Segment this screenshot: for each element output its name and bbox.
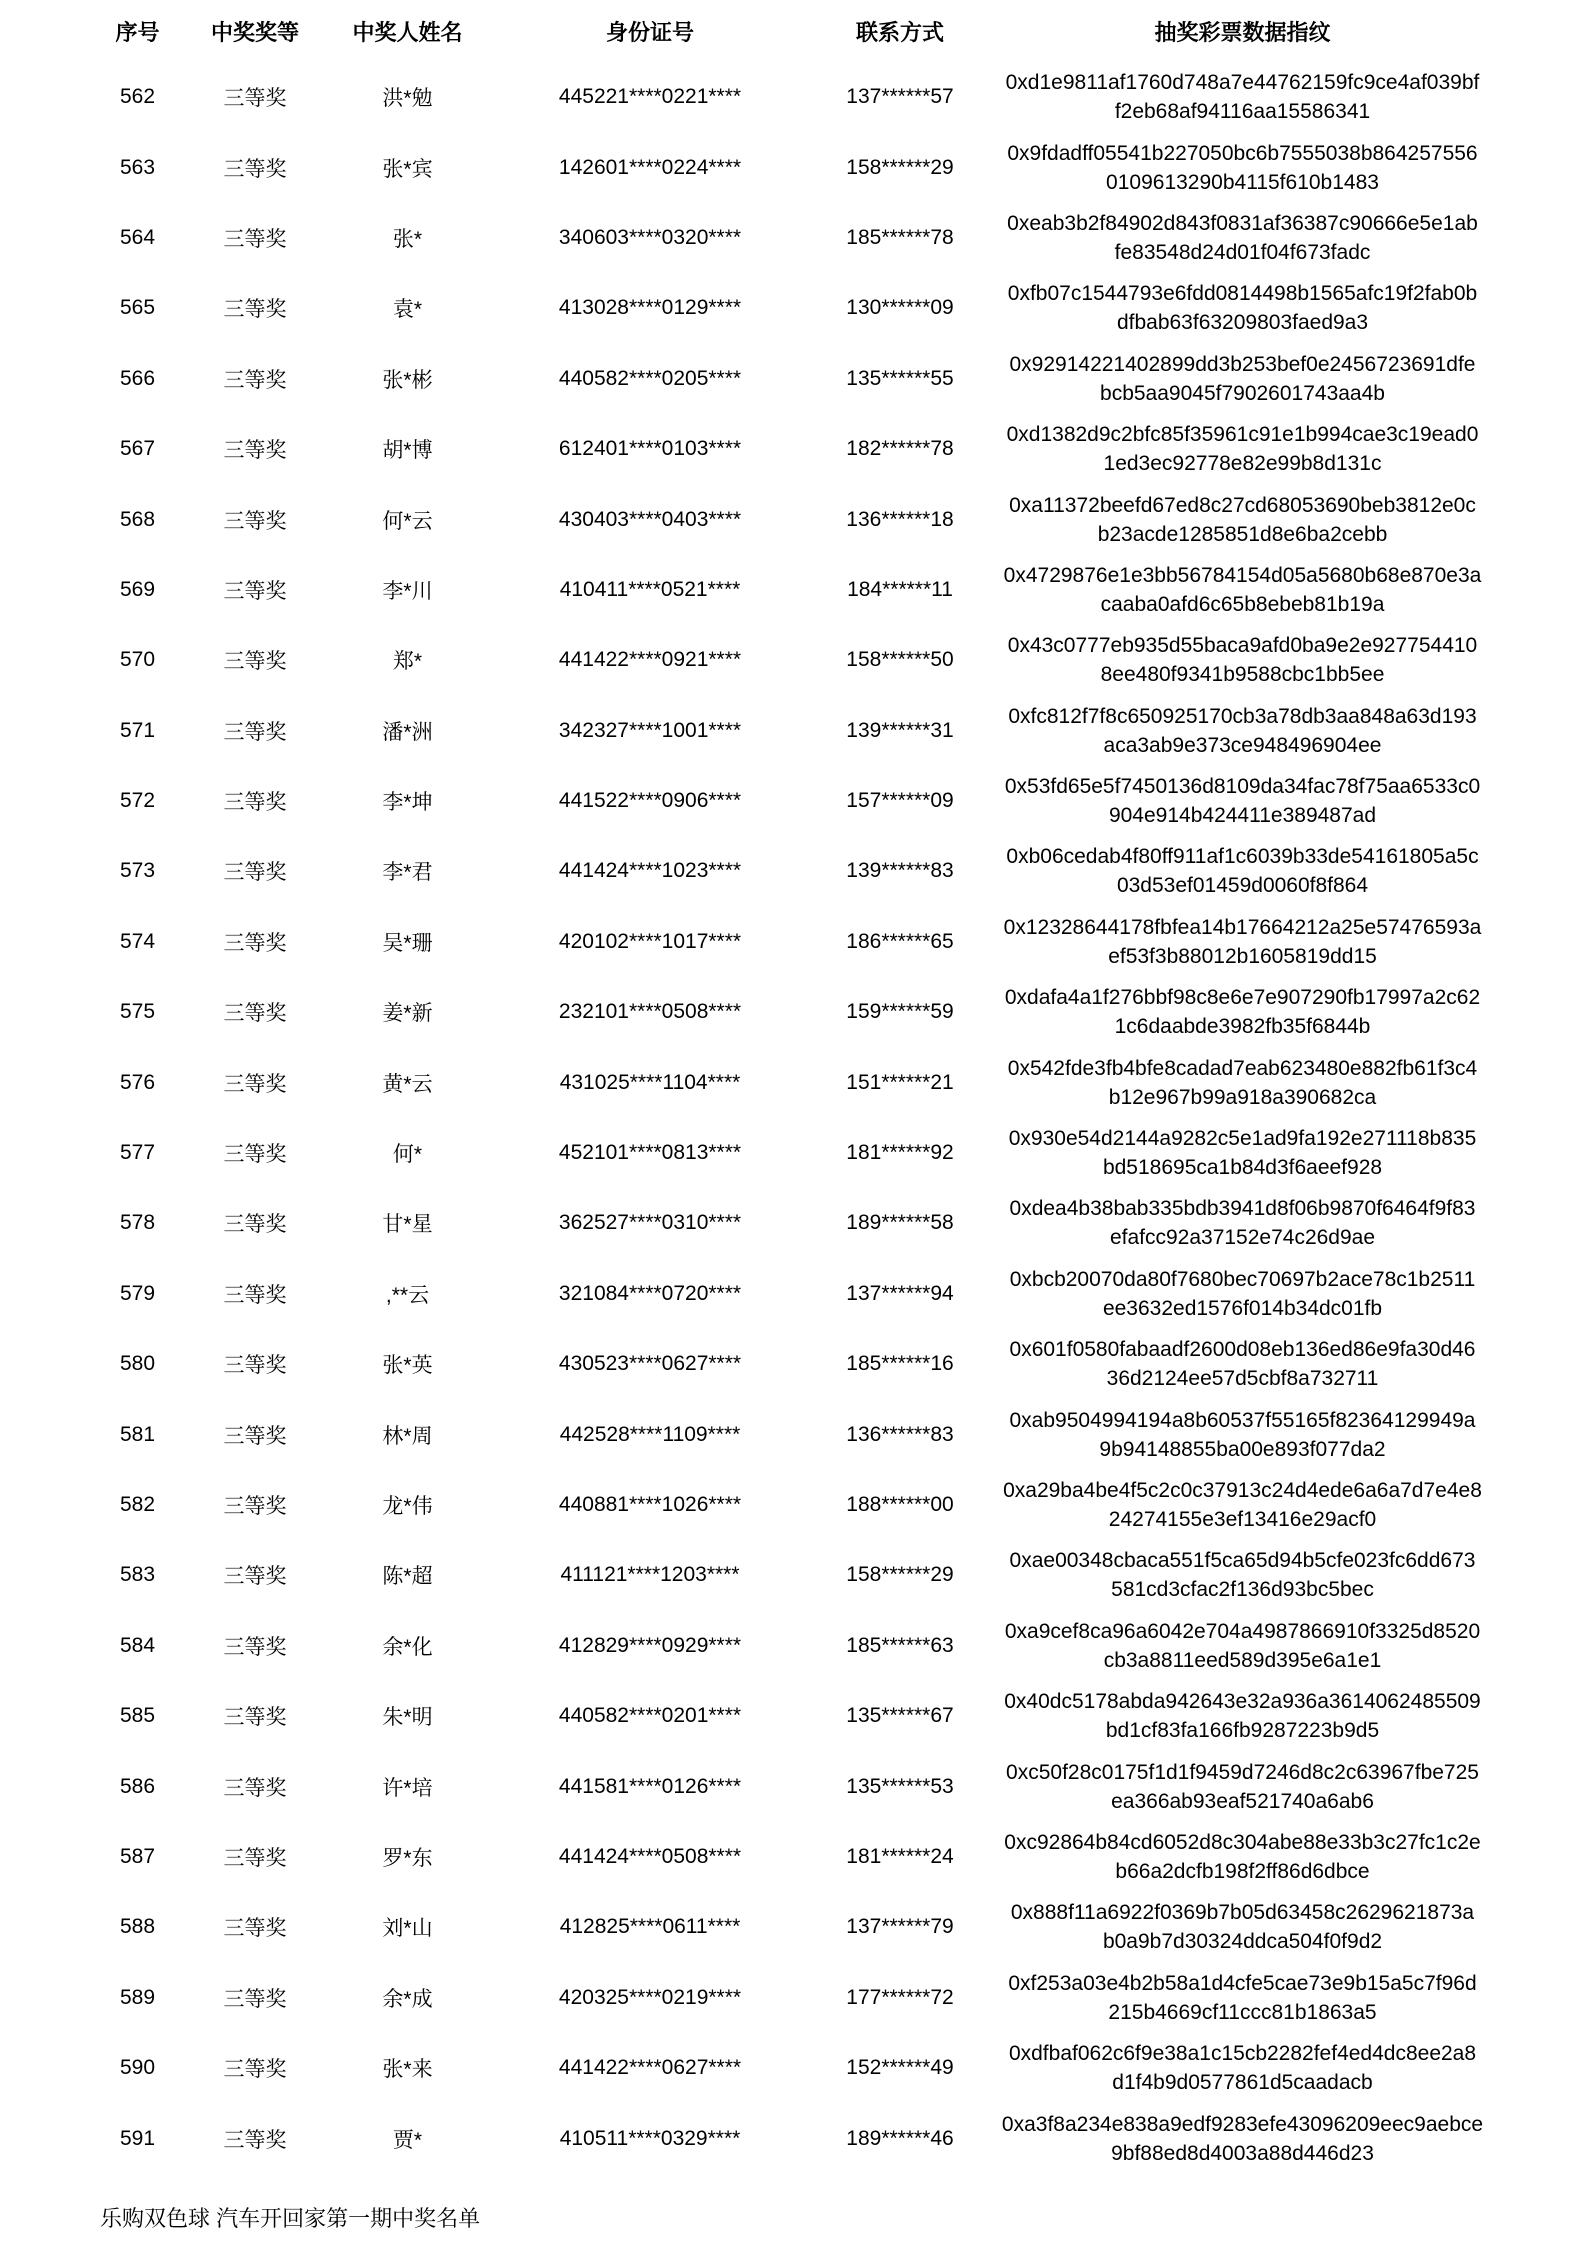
cell-contact: 184******11 [847, 577, 953, 601]
cell-prize-level: 三等奖 [223, 87, 287, 111]
table-row [90, 344, 1495, 414]
col-header-serial: 序号 [115, 19, 160, 45]
cell-id-number: 362527****0310**** [558, 1211, 742, 1235]
cell-prize-level: 三等奖 [223, 1283, 287, 1307]
table-row [90, 132, 1495, 202]
cell-contact: 158******29 [846, 155, 954, 179]
cell-serial: 587 [119, 1844, 156, 1868]
cell-serial: 569 [119, 577, 156, 601]
cell-ticket-fingerprint [990, 203, 1495, 273]
fingerprint-line-2: ef53f3b88012b1605819dd15 [1108, 944, 1377, 968]
cell-winner-name: 罗*东 [382, 1846, 433, 1870]
cell-id-number: 412825****0611**** [559, 1915, 741, 1939]
cell-id-number: 441422****0921**** [558, 648, 742, 672]
cell-ticket-fingerprint [990, 1963, 1495, 2033]
cell-prize-level: 三等奖 [223, 720, 287, 744]
cell-winner-name: ,**云 [385, 1283, 430, 1307]
fingerprint-line-1: 0xfb07c1544793e6fdd0814498b1565afc19f2fab0b [1007, 282, 1478, 306]
cell-winner-name: 袁* [392, 298, 423, 322]
cell-ticket-fingerprint [990, 1681, 1495, 1751]
cell-contact: 181******92 [846, 1141, 954, 1165]
cell-serial: 571 [119, 718, 156, 742]
fingerprint-line-1: 0x4729876e1e3bb56784154d05a5680b68e870e3a [1003, 563, 1482, 587]
cell-ticket-fingerprint [990, 1047, 1495, 1117]
fingerprint-line-2: b66a2dcfb198f2ff86d6dbce [1115, 1859, 1370, 1883]
cell-id-number: 232101****0508**** [558, 1000, 742, 1024]
fingerprint-line-2: 1c6daabde3982fb35f6844b [1114, 1015, 1371, 1039]
cell-id-number: 431025****1104**** [559, 1070, 741, 1094]
cell-ticket-fingerprint [990, 2103, 1495, 2173]
cell-ticket-fingerprint [990, 1892, 1495, 1962]
table-body [90, 62, 1495, 2174]
cell-prize-level: 三等奖 [223, 1846, 287, 1870]
cell-ticket-fingerprint [990, 1329, 1495, 1399]
table-row [90, 1822, 1495, 1892]
cell-prize-level: 三等奖 [223, 1565, 287, 1589]
cell-winner-name: 何* [392, 1143, 423, 1167]
table-row [90, 1540, 1495, 1610]
cell-winner-name: 李*坤 [382, 791, 433, 815]
cell-serial: 588 [119, 1915, 156, 1939]
cell-contact: 137******79 [846, 1915, 954, 1939]
table-row [90, 1681, 1495, 1751]
cell-contact: 139******83 [846, 859, 954, 883]
fingerprint-line-1: 0x542fde3fb4bfe8cadad7eab623480e882fb61f3c4 [1007, 1056, 1478, 1080]
cell-prize-level: 三等奖 [223, 1917, 287, 1941]
cell-ticket-fingerprint [990, 2033, 1495, 2103]
footer-caption: 乐购双色球 汽车开回家第一期中奖名单 [100, 2205, 481, 2231]
cell-contact: 130******09 [846, 296, 954, 320]
cell-id-number: 441581****0126**** [558, 1774, 742, 1798]
fingerprint-line-1: 0x92914221402899dd3b253bef0e2456723691dfe [1009, 352, 1476, 376]
fingerprint-line-2: 0109613290b4115f610b1483 [1106, 170, 1379, 194]
fingerprint-line-1: 0xdea4b38bab335bdb3941d8f06b9870f6464f9f83 [1009, 1197, 1476, 1221]
cell-contact: 136******18 [846, 507, 954, 531]
fingerprint-line-1: 0xd1e9811af1760d748a7e44762159fc9ce4af039bf [1005, 71, 1480, 95]
fingerprint-line-2: caaba0afd6c65b8ebeb81b19a [1100, 592, 1385, 616]
fingerprint-line-2: cb3a8811eed589d395e6a1e1 [1103, 1648, 1382, 1672]
cell-contact: 159******59 [846, 1000, 954, 1024]
fingerprint-line-1: 0x43c0777eb935d55baca9afd0ba9e2e927754410 [1007, 634, 1478, 658]
cell-winner-name: 许*培 [382, 1776, 433, 1800]
table-row [90, 696, 1495, 766]
table-row [90, 1188, 1495, 1258]
table-row [90, 555, 1495, 625]
cell-id-number: 142601****0224**** [558, 155, 742, 179]
cell-id-number: 420102****1017**** [558, 929, 742, 953]
table-row [90, 977, 1495, 1047]
cell-prize-level: 三等奖 [223, 157, 287, 181]
cell-prize-level: 三等奖 [223, 1706, 287, 1730]
cell-ticket-fingerprint [990, 836, 1495, 906]
fingerprint-line-1: 0xc50f28c0175f1d1f9459d7246d8c2c63967fbe725 [1006, 1760, 1479, 1784]
fingerprint-line-2: f2eb68af94116aa15586341 [1114, 100, 1371, 124]
col-header-id-number: 身份证号 [605, 19, 694, 45]
cell-contact: 182******78 [846, 437, 954, 461]
cell-ticket-fingerprint [990, 1611, 1495, 1681]
fingerprint-line-2: bd518695ca1b84d3f6aeef928 [1102, 1156, 1383, 1180]
cell-winner-name: 余*化 [382, 1635, 433, 1659]
cell-id-number: 442528****1109**** [559, 1422, 741, 1446]
table-row [90, 273, 1495, 343]
cell-serial: 572 [119, 789, 156, 813]
cell-contact: 135******55 [846, 366, 954, 390]
table-row [90, 1751, 1495, 1821]
cell-contact: 136******83 [846, 1422, 954, 1446]
cell-serial: 564 [119, 225, 156, 249]
fingerprint-line-2: b0a9b7d30324ddca504f0f9d2 [1102, 1930, 1383, 1954]
cell-serial: 578 [119, 1211, 156, 1235]
cell-id-number: 412829****0929**** [558, 1633, 742, 1657]
cell-prize-level: 三等奖 [223, 1635, 287, 1659]
cell-contact: 137******94 [846, 1281, 954, 1305]
cell-winner-name: 贾* [392, 2128, 423, 2152]
cell-contact: 185******78 [846, 225, 954, 249]
cell-id-number: 441422****0627**** [558, 2056, 742, 2080]
cell-id-number: 430523****0627**** [558, 1352, 742, 1376]
table-row [90, 766, 1495, 836]
cell-prize-level: 三等奖 [223, 509, 287, 533]
table-row [90, 1259, 1495, 1329]
cell-contact: 158******50 [846, 648, 954, 672]
fingerprint-line-2: fe83548d24d01f04f673fadc [1114, 240, 1371, 264]
cell-contact: 181******24 [846, 1844, 954, 1868]
table-row [90, 1470, 1495, 1540]
cell-serial: 582 [119, 1493, 156, 1516]
cell-winner-name: 张*彬 [382, 368, 433, 392]
fingerprint-line-2: 03d53ef01459d0060f8f864 [1116, 874, 1369, 898]
cell-winner-name: 李*君 [382, 861, 433, 885]
cell-winner-name: 朱*明 [382, 1706, 433, 1730]
cell-contact: 152******49 [846, 2056, 954, 2080]
fingerprint-line-1: 0xdfbaf062c6f9e38a1c15cb2282fef4ed4dc8ee2a8 [1008, 2042, 1477, 2066]
cell-winner-name: 龙*伟 [382, 1495, 433, 1518]
fingerprint-line-2: efafcc92a37152e74c26d9ae [1109, 1226, 1376, 1250]
cell-ticket-fingerprint [990, 1540, 1495, 1610]
cell-contact: 177******72 [846, 1985, 954, 2009]
cell-prize-level: 三等奖 [223, 1495, 287, 1518]
cell-contact: 137******57 [846, 85, 954, 109]
cell-serial: 591 [119, 2126, 156, 2150]
cell-id-number: 440881****1026**** [558, 1493, 742, 1516]
cell-serial: 566 [119, 366, 156, 390]
cell-ticket-fingerprint [990, 484, 1495, 554]
cell-prize-level: 三等奖 [223, 861, 287, 885]
fingerprint-line-2: bcb5aa9045f7902601743aa4b [1100, 381, 1385, 405]
table-row [90, 1047, 1495, 1117]
fingerprint-line-2: ea366ab93eaf521740a6ab6 [1111, 1789, 1374, 1813]
cell-serial: 563 [119, 155, 156, 179]
fingerprint-line-2: 8ee480f9341b9588cbc1bb5ee [1100, 663, 1385, 687]
cell-contact: 185******16 [846, 1352, 954, 1376]
fingerprint-line-2: ee3632ed1576f014b34dc01fb [1102, 1296, 1383, 1320]
fingerprint-line-2: 904e914b424411e389487ad [1108, 804, 1377, 828]
cell-serial: 577 [119, 1141, 156, 1165]
fingerprint-line-1: 0xdafa4a1f276bbf98c8e6e7e907290fb17997a2c62 [1004, 986, 1481, 1010]
cell-id-number: 411121****1203**** [560, 1563, 740, 1587]
fingerprint-line-1: 0x53fd65e5f7450136d8109da34fac78f75aa6533c0 [1004, 775, 1481, 799]
cell-ticket-fingerprint [990, 1259, 1495, 1329]
cell-winner-name: 黄*云 [382, 1072, 433, 1096]
cell-serial: 568 [119, 507, 156, 531]
cell-id-number: 420325****0219**** [558, 1985, 742, 2009]
fingerprint-line-2: b23acde1285851d8e6ba2cebb [1097, 522, 1388, 546]
cell-serial: 579 [119, 1281, 156, 1305]
cell-id-number: 612401****0103**** [558, 437, 742, 461]
table-row [90, 625, 1495, 695]
cell-serial: 562 [119, 85, 156, 109]
cell-contact: 151******21 [846, 1070, 954, 1094]
cell-ticket-fingerprint [990, 696, 1495, 766]
fingerprint-line-1: 0xf253a03e4b2b58a1d4cfe5cae73e9b15a5c7f96d [1008, 1971, 1477, 1995]
table-header [90, 0, 1495, 62]
cell-winner-name: 姜*新 [382, 1002, 433, 1026]
fingerprint-line-2: aca3ab9e373ce948496904ee [1103, 733, 1382, 757]
table-row [90, 1118, 1495, 1188]
cell-ticket-fingerprint [990, 766, 1495, 836]
table-row [90, 203, 1495, 273]
cell-serial: 565 [119, 296, 156, 320]
cell-prize-level: 三等奖 [223, 2128, 287, 2152]
cell-prize-level: 三等奖 [223, 931, 287, 955]
fingerprint-line-1: 0x40dc5178abda942643e32a936a3614062485509 [1004, 1690, 1481, 1714]
cell-ticket-fingerprint [990, 414, 1495, 484]
fingerprint-line-1: 0xae00348cbaca551f5ca65d94b5cfe023fc6dd673 [1009, 1549, 1476, 1573]
cell-prize-level: 三等奖 [223, 439, 287, 463]
cell-contact: 185******63 [846, 1633, 954, 1657]
cell-id-number: 342327****1001**** [558, 718, 742, 742]
cell-serial: 567 [119, 437, 156, 461]
cell-winner-name: 潘*洲 [382, 720, 433, 744]
cell-winner-name: 李*川 [382, 579, 433, 603]
cell-id-number: 441522****0906**** [558, 789, 742, 813]
cell-winner-name: 刘*山 [382, 1917, 433, 1941]
cell-contact: 189******58 [846, 1211, 954, 1235]
cell-winner-name: 余*成 [382, 1987, 433, 2011]
cell-id-number: 440582****0205**** [558, 366, 742, 390]
cell-winner-name: 何*云 [382, 509, 433, 533]
cell-winner-name: 林*周 [382, 1424, 433, 1448]
cell-contact: 186******65 [846, 929, 954, 953]
fingerprint-line-1: 0xc92864b84cd6052d8c304abe88e33b3c27fc1c2e [1004, 1830, 1481, 1854]
fingerprint-line-2: 24274155e3ef13416e29acf0 [1108, 1508, 1377, 1531]
cell-contact: 135******53 [846, 1774, 954, 1798]
table-row [90, 2103, 1495, 2173]
col-header-contact: 联系方式 [855, 19, 944, 45]
cell-winner-name: 洪*勉 [382, 87, 433, 111]
cell-winner-name: 张*英 [382, 1354, 433, 1378]
fingerprint-line-1: 0x601f0580fabaadf2600d08eb136ed86e9fa30d46 [1009, 1338, 1476, 1362]
fingerprint-line-1: 0xa11372beefd67ed8c27cd68053690beb3812e0c [1009, 493, 1476, 517]
fingerprint-line-2: 1ed3ec92778e82e99b8d131c [1103, 452, 1382, 476]
fingerprint-line-1: 0xa29ba4be4f5c2c0c37913c24d4ede6a6a7d7e4e8 [1003, 1479, 1482, 1502]
table-row [90, 1329, 1495, 1399]
cell-prize-level: 三等奖 [223, 650, 287, 674]
cell-contact: 158******29 [846, 1563, 954, 1587]
cell-winner-name: 吴*珊 [382, 931, 433, 955]
cell-ticket-fingerprint [990, 1470, 1495, 1540]
cell-prize-level: 三等奖 [223, 791, 287, 815]
cell-winner-name: 张*来 [382, 2058, 433, 2082]
fingerprint-line-2: 9bf88ed8d4003a88d446d23 [1111, 2141, 1374, 2165]
table-row [90, 1399, 1495, 1469]
cell-id-number: 440582****0201**** [558, 1704, 742, 1728]
fingerprint-line-1: 0xab9504994194a8b60537f55165f82364129949a [1009, 1408, 1476, 1432]
cell-prize-level: 三等奖 [223, 1213, 287, 1237]
fingerprint-line-1: 0x9fdadff05541b227050bc6b7555038b864257556 [1007, 141, 1478, 165]
cell-contact: 139******31 [846, 718, 954, 742]
fingerprint-line-2: bd1cf83fa166fb9287223b9d5 [1105, 1719, 1380, 1743]
cell-ticket-fingerprint [990, 555, 1495, 625]
cell-prize-level: 三等奖 [223, 579, 287, 603]
cell-serial: 586 [119, 1774, 156, 1798]
cell-ticket-fingerprint [990, 1188, 1495, 1258]
col-header-winner-name: 中奖人姓名 [352, 19, 463, 45]
cell-id-number: 441424****0508**** [558, 1844, 742, 1868]
fingerprint-line-1: 0x888f11a6922f0369b7b05d63458c2629621873a [1010, 1901, 1475, 1925]
cell-winner-name: 郑* [392, 650, 423, 674]
fingerprint-line-1: 0x12328644178fbfea14b17664212a25e57476593a [1003, 915, 1482, 939]
col-header-prize-level: 中奖奖等 [210, 19, 299, 45]
cell-prize-level: 三等奖 [223, 1072, 287, 1096]
cell-ticket-fingerprint [990, 625, 1495, 695]
table-row [90, 414, 1495, 484]
cell-prize-level: 三等奖 [223, 1776, 287, 1800]
fingerprint-line-1: 0xeab3b2f84902d843f0831af36387c90666e5e1ab [1007, 211, 1478, 235]
cell-ticket-fingerprint [990, 132, 1495, 202]
cell-prize-level: 三等奖 [223, 368, 287, 392]
cell-serial: 576 [119, 1070, 156, 1094]
cell-id-number: 340603****0320**** [558, 225, 742, 249]
fingerprint-line-2: b12e967b99a918a390682ca [1108, 1085, 1377, 1109]
cell-id-number: 413028****0129**** [558, 296, 742, 320]
fingerprint-line-1: 0xb06cedab4f80ff911af1c6039b33de54161805a5c [1006, 845, 1479, 869]
col-header-ticket-fingerprint: 抽奖彩票数据指纹 [1154, 19, 1331, 45]
cell-prize-level: 三等奖 [223, 1987, 287, 2011]
cell-winner-name: 胡*博 [382, 439, 433, 463]
cell-id-number: 410511****0329**** [559, 2126, 741, 2150]
cell-serial: 570 [119, 648, 156, 672]
fingerprint-line-1: 0xbcb20070da80f7680bec70697b2ace78c1b2511 [1009, 1267, 1476, 1291]
cell-ticket-fingerprint [990, 1751, 1495, 1821]
cell-id-number: 441424****1023**** [558, 859, 742, 883]
cell-id-number: 430403****0403**** [558, 507, 742, 531]
fingerprint-line-1: 0xd1382d9c2bfc85f35961c91e1b994cae3c19ead0 [1006, 423, 1479, 447]
cell-serial: 584 [119, 1633, 156, 1657]
cell-ticket-fingerprint [990, 1822, 1495, 1892]
cell-contact: 135******67 [846, 1704, 954, 1728]
cell-serial: 573 [119, 859, 156, 883]
cell-id-number: 410411****0521**** [559, 577, 741, 601]
fingerprint-line-2: dfbab63f63209803faed9a3 [1116, 311, 1369, 335]
cell-ticket-fingerprint [990, 62, 1495, 132]
cell-contact: 157******09 [846, 789, 954, 813]
cell-contact: 188******00 [846, 1493, 954, 1516]
fingerprint-line-1: 0xfc812f7f8c650925170cb3a78db3aa848a63d193 [1008, 704, 1477, 728]
cell-winner-name: 张* [392, 227, 423, 251]
cell-prize-level: 三等奖 [223, 1424, 287, 1448]
fingerprint-line-2: 215b4669cf11ccc81b1863a5 [1108, 2000, 1377, 2024]
cell-prize-level: 三等奖 [223, 1143, 287, 1167]
cell-winner-name: 张*宾 [382, 157, 433, 181]
cell-prize-level: 三等奖 [223, 298, 287, 322]
fingerprint-line-2: 36d2124ee57d5cbf8a732711 [1106, 1367, 1379, 1391]
table-row [90, 1611, 1495, 1681]
cell-ticket-fingerprint [990, 1118, 1495, 1188]
cell-serial: 590 [119, 2056, 156, 2080]
table-row [90, 1963, 1495, 2033]
fingerprint-line-2: d1f4b9d0577861d5caadacb [1112, 2071, 1373, 2095]
cell-serial: 589 [119, 1985, 156, 2009]
fingerprint-line-2: 581cd3cfac2f136d93bc5bec [1111, 1578, 1374, 1602]
cell-ticket-fingerprint [990, 977, 1495, 1047]
fingerprint-line-1: 0xa9cef8ca96a6042e704a4987866910f3325d8520 [1004, 1619, 1481, 1643]
cell-id-number: 452101****0813**** [558, 1141, 742, 1165]
fingerprint-line-1: 0xa3f8a234e838a9edf9283efe43096209eec9aebce [1001, 2112, 1484, 2136]
cell-ticket-fingerprint [990, 1399, 1495, 1469]
cell-winner-name: 甘*星 [382, 1213, 433, 1237]
header-row [90, 0, 1495, 62]
cell-winner-name: 陈*超 [382, 1565, 433, 1589]
table-row [90, 836, 1495, 906]
cell-serial: 575 [119, 1000, 156, 1024]
table-row [90, 2033, 1495, 2103]
table-row [90, 907, 1495, 977]
cell-prize-level: 三等奖 [223, 1002, 287, 1026]
cell-ticket-fingerprint [990, 907, 1495, 977]
fingerprint-line-2: 9b94148855ba00e893f077da2 [1099, 1437, 1386, 1461]
table-row [90, 62, 1495, 132]
cell-prize-level: 三等奖 [223, 2058, 287, 2082]
cell-serial: 580 [119, 1352, 156, 1376]
cell-prize-level: 三等奖 [223, 1354, 287, 1378]
cell-serial: 583 [119, 1563, 156, 1587]
cell-id-number: 445221****0221**** [558, 85, 742, 109]
cell-ticket-fingerprint [990, 273, 1495, 343]
cell-ticket-fingerprint [990, 344, 1495, 414]
cell-serial: 574 [119, 929, 156, 953]
cell-id-number: 321084****0720**** [558, 1281, 742, 1305]
cell-serial: 581 [119, 1422, 156, 1446]
table-row [90, 1892, 1495, 1962]
fingerprint-line-1: 0x930e54d2144a9282c5e1ad9fa192e271118b835 [1008, 1127, 1477, 1151]
winners-table [90, 0, 1495, 2174]
table-row [90, 484, 1495, 554]
cell-prize-level: 三等奖 [223, 227, 287, 251]
cell-serial: 585 [119, 1704, 156, 1728]
cell-contact: 189******46 [846, 2126, 954, 2150]
